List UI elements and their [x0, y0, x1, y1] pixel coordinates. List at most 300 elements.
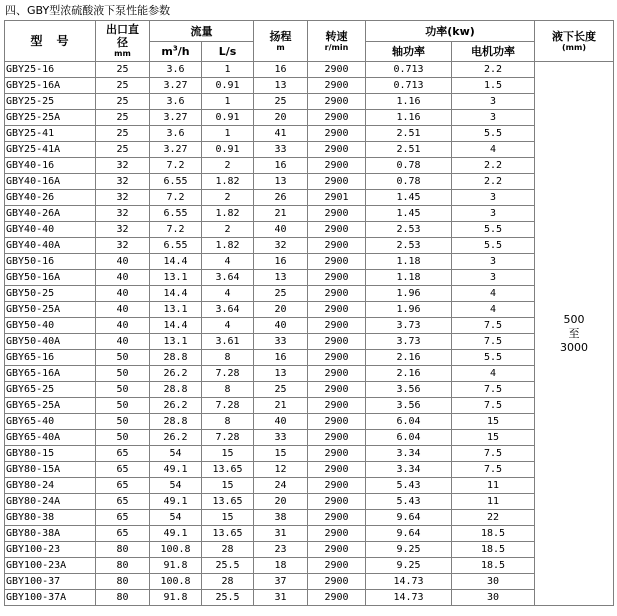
cell-speed: 2900 [308, 574, 366, 590]
table-body [5, 62, 614, 606]
flow-m3h-tail: /h [177, 45, 190, 58]
cell-motor-power: 18.5 [452, 526, 535, 542]
cell-shaft-power: 14.73 [366, 574, 452, 590]
cell-shaft-power: 0.78 [366, 174, 452, 190]
cell-model: GBY25-16A [5, 78, 96, 94]
cell-shaft-power: 1.18 [366, 254, 452, 270]
table-row [5, 174, 614, 190]
cell-outlet-diameter: 32 [96, 158, 150, 174]
table-row [5, 238, 614, 254]
cell-shaft-power: 9.25 [366, 542, 452, 558]
cell-flow-ls: 2 [202, 222, 254, 238]
cell-speed: 2900 [308, 382, 366, 398]
table-row [5, 270, 614, 286]
cell-model: GBY65-25A [5, 398, 96, 414]
header-length-label: 液下长度 [552, 29, 597, 43]
cell-motor-power: 22 [452, 510, 535, 526]
cell-motor-power: 7.5 [452, 398, 535, 414]
cell-flow-m3h: 49.1 [150, 494, 202, 510]
header-speed-label: 转速 [325, 29, 348, 43]
cell-motor-power: 1.5 [452, 78, 535, 94]
cell-flow-m3h: 26.2 [150, 366, 202, 382]
cell-shaft-power: 6.04 [366, 414, 452, 430]
cell-shaft-power: 14.73 [366, 590, 452, 606]
cell-outlet-diameter: 32 [96, 238, 150, 254]
cell-motor-power: 5.5 [452, 126, 535, 142]
cell-motor-power: 5.5 [452, 350, 535, 366]
cell-motor-power: 18.5 [452, 558, 535, 574]
cell-speed: 2900 [308, 318, 366, 334]
cell-flow-m3h: 3.6 [150, 126, 202, 142]
cell-model: GBY100-23 [5, 542, 96, 558]
cell-flow-m3h: 6.55 [150, 206, 202, 222]
table-row [5, 206, 614, 222]
cell-speed: 2900 [308, 334, 366, 350]
cell-head: 20 [254, 110, 308, 126]
cell-head: 40 [254, 414, 308, 430]
cell-motor-power: 5.5 [452, 222, 535, 238]
cell-motor-power: 3 [452, 190, 535, 206]
cell-speed: 2900 [308, 62, 366, 78]
cell-flow-m3h: 6.55 [150, 174, 202, 190]
cell-head: 26 [254, 190, 308, 206]
cell-shaft-power: 9.64 [366, 526, 452, 542]
cell-head: 16 [254, 62, 308, 78]
cell-speed: 2900 [308, 510, 366, 526]
cell-head: 37 [254, 574, 308, 590]
table-row [5, 446, 614, 462]
table-row [5, 142, 614, 158]
cell-outlet-diameter: 40 [96, 334, 150, 350]
cell-motor-power: 15 [452, 414, 535, 430]
cell-model: GBY40-16A [5, 174, 96, 190]
cell-flow-ls: 2 [202, 190, 254, 206]
header-length-unit: (mm) [562, 42, 586, 52]
table-row [5, 286, 614, 302]
table-header [5, 21, 614, 62]
cell-head: 33 [254, 142, 308, 158]
cell-motor-power: 3 [452, 94, 535, 110]
cell-outlet-diameter: 40 [96, 318, 150, 334]
cell-head: 18 [254, 558, 308, 574]
cell-shaft-power: 1.16 [366, 110, 452, 126]
cell-model: GBY80-38A [5, 526, 96, 542]
table-row [5, 94, 614, 110]
cell-outlet-diameter: 80 [96, 574, 150, 590]
cell-shaft-power: 0.713 [366, 78, 452, 94]
cell-shaft-power: 9.64 [366, 510, 452, 526]
cell-outlet-diameter: 25 [96, 78, 150, 94]
cell-speed: 2900 [308, 142, 366, 158]
cell-flow-ls: 15 [202, 446, 254, 462]
header-head [254, 21, 308, 62]
cell-speed: 2900 [308, 526, 366, 542]
cell-outlet-diameter: 50 [96, 430, 150, 446]
cell-flow-ls: 8 [202, 414, 254, 430]
cell-speed: 2900 [308, 430, 366, 446]
cell-flow-ls: 3.61 [202, 334, 254, 350]
table-row [5, 366, 614, 382]
cell-head: 13 [254, 174, 308, 190]
cell-shaft-power: 1.16 [366, 94, 452, 110]
cell-head: 41 [254, 126, 308, 142]
cell-motor-power: 4 [452, 366, 535, 382]
cell-outlet-diameter: 65 [96, 478, 150, 494]
cell-outlet-diameter: 25 [96, 62, 150, 78]
header-head-unit: m [276, 42, 285, 52]
table-row [5, 414, 614, 430]
table-row [5, 62, 614, 78]
cell-motor-power: 4 [452, 302, 535, 318]
cell-flow-ls: 7.28 [202, 430, 254, 446]
cell-shaft-power: 2.16 [366, 350, 452, 366]
cell-model: GBY50-40 [5, 318, 96, 334]
header-motor-power: 电机功率 [452, 42, 535, 62]
cell-motor-power: 3 [452, 206, 535, 222]
cell-flow-m3h: 28.8 [150, 350, 202, 366]
cell-flow-m3h: 13.1 [150, 302, 202, 318]
cell-head: 33 [254, 334, 308, 350]
cell-flow-m3h: 54 [150, 510, 202, 526]
length-range-line1: 500 [563, 312, 585, 326]
cell-flow-m3h: 14.4 [150, 286, 202, 302]
cell-flow-ls: 1.82 [202, 206, 254, 222]
cell-speed: 2900 [308, 110, 366, 126]
table-row [5, 302, 614, 318]
cell-flow-m3h: 3.6 [150, 94, 202, 110]
cell-flow-m3h: 28.8 [150, 382, 202, 398]
cell-head: 25 [254, 94, 308, 110]
cell-model: GBY40-40A [5, 238, 96, 254]
cell-flow-m3h: 3.6 [150, 62, 202, 78]
cell-motor-power: 3 [452, 270, 535, 286]
cell-outlet-diameter: 50 [96, 414, 150, 430]
cell-flow-ls: 25.5 [202, 558, 254, 574]
cell-flow-m3h: 91.8 [150, 558, 202, 574]
cell-speed: 2900 [308, 238, 366, 254]
cell-shaft-power: 0.713 [366, 62, 452, 78]
cell-motor-power: 2.2 [452, 62, 535, 78]
cell-flow-m3h: 3.27 [150, 142, 202, 158]
cell-head: 40 [254, 222, 308, 238]
cell-head: 21 [254, 206, 308, 222]
cell-outlet-diameter: 32 [96, 222, 150, 238]
cell-motor-power: 18.5 [452, 542, 535, 558]
cell-flow-m3h: 54 [150, 446, 202, 462]
cell-motor-power: 30 [452, 574, 535, 590]
cell-motor-power: 2.2 [452, 174, 535, 190]
table-row [5, 542, 614, 558]
cell-head: 15 [254, 446, 308, 462]
cell-motor-power: 11 [452, 494, 535, 510]
cell-model: GBY25-25A [5, 110, 96, 126]
page-title: 四、GBY型浓硫酸液下泵性能参数 [5, 4, 171, 17]
table-row [5, 126, 614, 142]
table-row [5, 382, 614, 398]
table-row [5, 190, 614, 206]
cell-model: GBY50-16 [5, 254, 96, 270]
cell-flow-m3h: 3.27 [150, 78, 202, 94]
cell-model: GBY80-24 [5, 478, 96, 494]
cell-motor-power: 15 [452, 430, 535, 446]
header-speed-unit: r/min [324, 42, 349, 52]
table-row [5, 398, 614, 414]
cell-speed: 2900 [308, 222, 366, 238]
cell-shaft-power: 2.51 [366, 126, 452, 142]
table-row [5, 110, 614, 126]
cell-outlet-diameter: 80 [96, 542, 150, 558]
cell-model: GBY80-38 [5, 510, 96, 526]
cell-flow-m3h: 49.1 [150, 526, 202, 542]
cell-outlet-diameter: 32 [96, 206, 150, 222]
cell-flow-ls: 1 [202, 62, 254, 78]
cell-speed: 2900 [308, 206, 366, 222]
cell-flow-ls: 3.64 [202, 302, 254, 318]
cell-outlet-diameter: 32 [96, 174, 150, 190]
table-row [5, 510, 614, 526]
cell-head: 33 [254, 430, 308, 446]
cell-speed: 2901 [308, 190, 366, 206]
cell-model: GBY40-16 [5, 158, 96, 174]
cell-flow-ls: 15 [202, 510, 254, 526]
cell-shaft-power: 5.43 [366, 478, 452, 494]
table-row [5, 350, 614, 366]
cell-model: GBY25-16 [5, 62, 96, 78]
cell-head: 24 [254, 478, 308, 494]
header-length [535, 21, 614, 62]
cell-outlet-diameter: 40 [96, 286, 150, 302]
cell-shaft-power: 6.04 [366, 430, 452, 446]
cell-outlet-diameter: 25 [96, 94, 150, 110]
cell-model: GBY40-40 [5, 222, 96, 238]
cell-motor-power: 4 [452, 286, 535, 302]
cell-model: GBY40-26 [5, 190, 96, 206]
cell-outlet-diameter: 40 [96, 302, 150, 318]
cell-outlet-diameter: 50 [96, 366, 150, 382]
cell-model: GBY50-25A [5, 302, 96, 318]
cell-outlet-diameter: 40 [96, 254, 150, 270]
cell-head: 32 [254, 238, 308, 254]
cell-outlet-diameter: 50 [96, 350, 150, 366]
cell-head: 25 [254, 382, 308, 398]
cell-shaft-power: 3.34 [366, 446, 452, 462]
table-row [5, 478, 614, 494]
cell-flow-m3h: 7.2 [150, 190, 202, 206]
cell-model: GBY65-16 [5, 350, 96, 366]
header-outlet-unit: mm [114, 49, 131, 58]
cell-flow-ls: 7.28 [202, 366, 254, 382]
cell-shaft-power: 1.45 [366, 190, 452, 206]
cell-flow-ls: 8 [202, 350, 254, 366]
cell-shaft-power: 5.43 [366, 494, 452, 510]
cell-flow-ls: 1.82 [202, 174, 254, 190]
cell-outlet-diameter: 50 [96, 398, 150, 414]
header-flow-ls: L/s [202, 42, 254, 62]
cell-outlet-diameter: 65 [96, 510, 150, 526]
cell-speed: 2900 [308, 126, 366, 142]
cell-flow-m3h: 54 [150, 478, 202, 494]
table-row [5, 158, 614, 174]
table-row [5, 494, 614, 510]
header-outlet-line2: 径 [117, 36, 128, 49]
table-row [5, 574, 614, 590]
cell-model: GBY100-37A [5, 590, 96, 606]
header-model: 型 号 [5, 21, 96, 62]
cell-speed: 2900 [308, 494, 366, 510]
cell-shaft-power: 3.56 [366, 382, 452, 398]
cell-model: GBY80-24A [5, 494, 96, 510]
cell-outlet-diameter: 25 [96, 142, 150, 158]
cell-model: GBY80-15 [5, 446, 96, 462]
cell-model: GBY50-16A [5, 270, 96, 286]
cell-head: 20 [254, 494, 308, 510]
cell-speed: 2900 [308, 542, 366, 558]
cell-shaft-power: 2.51 [366, 142, 452, 158]
cell-head: 20 [254, 302, 308, 318]
cell-flow-ls: 28 [202, 574, 254, 590]
cell-flow-m3h: 14.4 [150, 318, 202, 334]
header-head-label: 扬程 [269, 29, 292, 43]
cell-shaft-power: 3.56 [366, 398, 452, 414]
cell-speed: 2900 [308, 270, 366, 286]
cell-speed: 2900 [308, 558, 366, 574]
cell-flow-m3h: 3.27 [150, 110, 202, 126]
cell-motor-power: 7.5 [452, 446, 535, 462]
cell-flow-ls: 28 [202, 542, 254, 558]
cell-head: 38 [254, 510, 308, 526]
cell-speed: 2900 [308, 398, 366, 414]
cell-speed: 2900 [308, 94, 366, 110]
cell-shaft-power: 2.53 [366, 238, 452, 254]
cell-shaft-power: 2.53 [366, 222, 452, 238]
cell-flow-ls: 1 [202, 94, 254, 110]
header-outlet-diameter [96, 21, 150, 62]
cell-motor-power: 2.2 [452, 158, 535, 174]
cell-speed: 2900 [308, 462, 366, 478]
cell-outlet-diameter: 80 [96, 558, 150, 574]
header-shaft-power: 轴功率 [366, 42, 452, 62]
cell-head: 31 [254, 526, 308, 542]
cell-length-range [535, 62, 614, 606]
cell-model: GBY65-25 [5, 382, 96, 398]
cell-speed: 2900 [308, 446, 366, 462]
cell-shaft-power: 3.73 [366, 318, 452, 334]
cell-motor-power: 7.5 [452, 334, 535, 350]
header-flow-m3h [150, 42, 202, 62]
cell-shaft-power: 3.73 [366, 334, 452, 350]
cell-flow-m3h: 91.8 [150, 590, 202, 606]
cell-speed: 2900 [308, 174, 366, 190]
cell-shaft-power: 1.96 [366, 302, 452, 318]
cell-motor-power: 3 [452, 110, 535, 126]
cell-flow-m3h: 7.2 [150, 158, 202, 174]
cell-model: GBY40-26A [5, 206, 96, 222]
cell-outlet-diameter: 50 [96, 382, 150, 398]
cell-motor-power: 5.5 [452, 238, 535, 254]
table-row [5, 222, 614, 238]
cell-flow-ls: 7.28 [202, 398, 254, 414]
cell-model: GBY25-41A [5, 142, 96, 158]
cell-flow-ls: 3.64 [202, 270, 254, 286]
cell-speed: 2900 [308, 158, 366, 174]
cell-flow-m3h: 13.1 [150, 334, 202, 350]
cell-speed: 2900 [308, 366, 366, 382]
cell-flow-m3h: 6.55 [150, 238, 202, 254]
cell-motor-power: 3 [452, 254, 535, 270]
cell-motor-power: 7.5 [452, 318, 535, 334]
cell-head: 25 [254, 286, 308, 302]
cell-flow-ls: 0.91 [202, 142, 254, 158]
cell-flow-ls: 13.65 [202, 526, 254, 542]
cell-head: 16 [254, 158, 308, 174]
cell-motor-power: 4 [452, 142, 535, 158]
cell-outlet-diameter: 65 [96, 462, 150, 478]
cell-outlet-diameter: 32 [96, 190, 150, 206]
cell-model: GBY50-40A [5, 334, 96, 350]
cell-speed: 2900 [308, 78, 366, 94]
cell-shaft-power: 2.16 [366, 366, 452, 382]
cell-motor-power: 7.5 [452, 382, 535, 398]
cell-model: GBY80-15A [5, 462, 96, 478]
cell-flow-m3h: 49.1 [150, 462, 202, 478]
cell-shaft-power: 0.78 [366, 158, 452, 174]
cell-speed: 2900 [308, 478, 366, 494]
table-row [5, 334, 614, 350]
cell-speed: 2900 [308, 414, 366, 430]
cell-model: GBY25-41 [5, 126, 96, 142]
cell-outlet-diameter: 25 [96, 110, 150, 126]
cell-model: GBY65-40 [5, 414, 96, 430]
cell-flow-ls: 8 [202, 382, 254, 398]
cell-flow-m3h: 7.2 [150, 222, 202, 238]
header-power: 功率(kw) [366, 21, 535, 42]
cell-flow-m3h: 26.2 [150, 430, 202, 446]
cell-flow-ls: 1 [202, 126, 254, 142]
cell-flow-ls: 4 [202, 286, 254, 302]
cell-model: GBY100-37 [5, 574, 96, 590]
cell-head: 16 [254, 350, 308, 366]
header-outlet-line1: 出口直 [106, 23, 139, 36]
cell-shaft-power: 1.45 [366, 206, 452, 222]
cell-outlet-diameter: 25 [96, 126, 150, 142]
cell-head: 23 [254, 542, 308, 558]
cell-shaft-power: 1.96 [366, 286, 452, 302]
cell-flow-m3h: 13.1 [150, 270, 202, 286]
cell-motor-power: 11 [452, 478, 535, 494]
cell-head: 16 [254, 254, 308, 270]
cell-motor-power: 30 [452, 590, 535, 606]
cell-flow-m3h: 100.8 [150, 574, 202, 590]
table-row [5, 558, 614, 574]
length-range-line2: 至 [568, 326, 580, 340]
cell-speed: 2900 [308, 302, 366, 318]
header-flow: 流量 [150, 21, 254, 42]
cell-flow-m3h: 28.8 [150, 414, 202, 430]
table-row [5, 78, 614, 94]
cell-flow-ls: 15 [202, 478, 254, 494]
cell-shaft-power: 3.34 [366, 462, 452, 478]
cell-head: 21 [254, 398, 308, 414]
cell-flow-ls: 4 [202, 318, 254, 334]
cell-model: GBY50-25 [5, 286, 96, 302]
cell-outlet-diameter: 65 [96, 446, 150, 462]
table-row [5, 526, 614, 542]
cell-outlet-diameter: 65 [96, 526, 150, 542]
table-row [5, 590, 614, 606]
cell-flow-ls: 13.65 [202, 462, 254, 478]
flow-m3h-sup: 3 [172, 44, 178, 53]
cell-speed: 2900 [308, 286, 366, 302]
